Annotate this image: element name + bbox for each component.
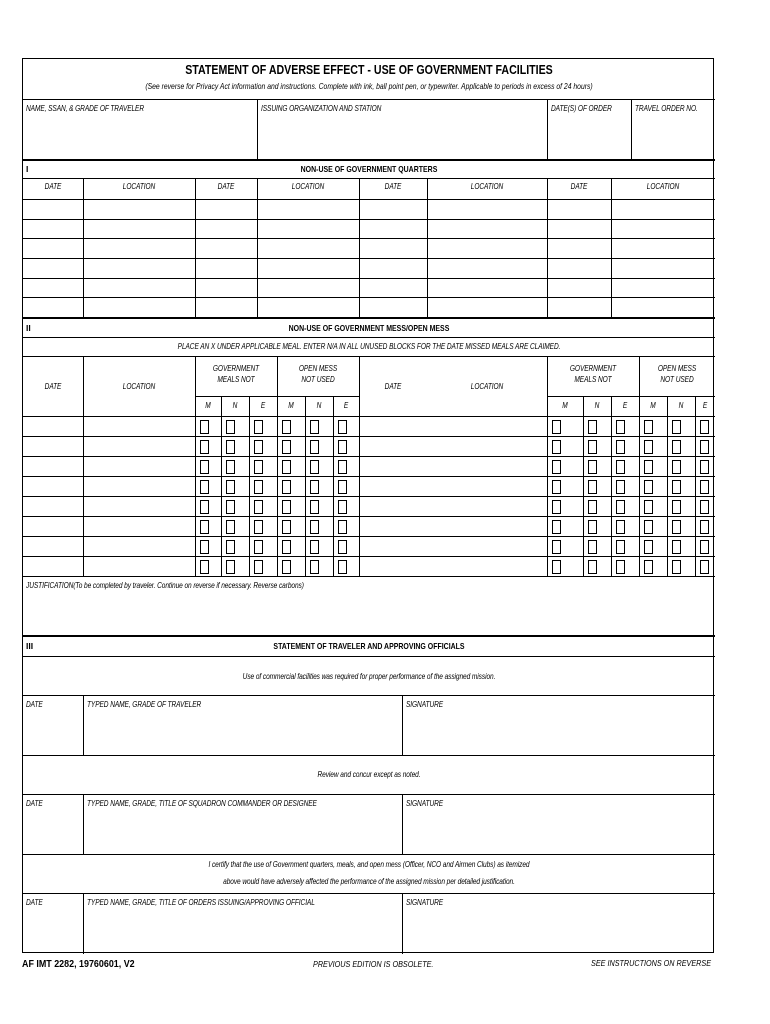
gov-meals-header-2-b: MEALS NOT <box>574 375 612 384</box>
meal-checkbox[interactable] <box>226 540 235 554</box>
section1-row-line <box>23 238 715 239</box>
gov-meals-header-1-b: MEALS NOT <box>217 375 255 384</box>
section3-number: III <box>26 641 34 651</box>
meal-checkbox[interactable] <box>616 520 625 534</box>
meal-header-2-2: E <box>622 401 628 410</box>
meal-checkbox[interactable] <box>672 480 681 494</box>
meal-checkbox[interactable] <box>700 460 709 474</box>
meal-checkbox[interactable] <box>700 560 709 574</box>
name-field-label[interactable]: NAME, SSAN, & GRADE OF TRAVELER <box>26 104 145 113</box>
meal-header-3-0: M <box>650 401 656 410</box>
meal-checkbox[interactable] <box>310 480 319 494</box>
justification-label[interactable]: JUSTIFICATION(To be completed by traveler. Continue on reverse if necessary. Reverse carbons) <box>26 581 304 590</box>
meal-checkbox[interactable] <box>700 440 709 454</box>
meal-checkbox[interactable] <box>200 420 209 434</box>
meal-checkbox[interactable] <box>552 460 561 474</box>
section1-col-3: DATE <box>217 182 235 191</box>
meal-checkbox[interactable] <box>282 520 291 534</box>
meal-checkbox[interactable] <box>644 560 653 574</box>
meal-checkbox[interactable] <box>672 520 681 534</box>
meal-header-1-0: M <box>288 401 294 410</box>
section1-col-2: LOCATION <box>122 182 156 191</box>
meal-checkbox[interactable] <box>254 460 263 474</box>
meal-checkbox[interactable] <box>552 480 561 494</box>
meal-checkbox[interactable] <box>552 440 561 454</box>
meal-checkbox[interactable] <box>588 520 597 534</box>
meal-checkbox[interactable] <box>672 460 681 474</box>
meal-header-2-1: N <box>594 401 600 410</box>
meal-header-0-0: M <box>205 401 211 410</box>
meal-checkbox[interactable] <box>226 500 235 514</box>
meal-checkbox[interactable] <box>310 540 319 554</box>
meal-checkbox[interactable] <box>616 540 625 554</box>
meal-header-1-1: N <box>316 401 322 410</box>
meal-checkbox[interactable] <box>254 440 263 454</box>
meal-header-2-0: M <box>562 401 568 410</box>
form-body <box>22 58 714 953</box>
meal-header-0-1: N <box>232 401 238 410</box>
meal-checkbox[interactable] <box>552 500 561 514</box>
meal-checkbox[interactable] <box>672 500 681 514</box>
meal-checkbox[interactable] <box>200 440 209 454</box>
meal-checkbox[interactable] <box>588 500 597 514</box>
meal-checkbox[interactable] <box>310 500 319 514</box>
meal-checkbox[interactable] <box>254 520 263 534</box>
section1-col-4: LOCATION <box>291 182 325 191</box>
form-title: STATEMENT OF ADVERSE EFFECT - USE OF GOVERNMENT FACILITIES <box>185 63 553 77</box>
statement-review-concur: Review and concur except as noted. <box>317 770 421 779</box>
statement-commercial-facilities: Use of commercial facilities was required for proper performance of the assigned mission. <box>242 672 496 681</box>
meal-checkbox[interactable] <box>644 520 653 534</box>
meal-checkbox[interactable] <box>226 520 235 534</box>
meal-checkbox[interactable] <box>310 420 319 434</box>
meal-checkbox[interactable] <box>672 540 681 554</box>
meal-checkbox[interactable] <box>338 460 347 474</box>
traveler-name-label[interactable]: TYPED NAME, GRADE OF TRAVELER <box>87 700 202 709</box>
meal-checkbox[interactable] <box>226 420 235 434</box>
meal-checkbox[interactable] <box>588 460 597 474</box>
meal-checkbox[interactable] <box>338 500 347 514</box>
meal-checkbox[interactable] <box>552 560 561 574</box>
section2-date-header-2: DATE <box>384 382 402 391</box>
meal-checkbox[interactable] <box>644 460 653 474</box>
meal-checkbox[interactable] <box>282 500 291 514</box>
meal-checkbox[interactable] <box>226 480 235 494</box>
meal-checkbox[interactable] <box>588 480 597 494</box>
meal-checkbox[interactable] <box>200 460 209 474</box>
meal-checkbox[interactable] <box>310 560 319 574</box>
form-id: AF IMT 2282, 19760601, V2 <box>22 958 135 970</box>
section1-col-5: DATE <box>384 182 402 191</box>
meal-checkbox[interactable] <box>282 480 291 494</box>
previous-edition-note: PREVIOUS EDITION IS OBSOLETE. <box>313 959 434 969</box>
meal-checkbox[interactable] <box>200 500 209 514</box>
section1-col-1: DATE <box>44 182 62 191</box>
meal-header-3-1: N <box>678 401 684 410</box>
section2-location-header-2: LOCATION <box>470 382 504 391</box>
meal-checkbox[interactable] <box>700 480 709 494</box>
meal-checkbox[interactable] <box>226 440 235 454</box>
dates-field-label[interactable]: DATE(S) OF ORDER <box>551 104 612 113</box>
meal-checkbox[interactable] <box>700 500 709 514</box>
meal-checkbox[interactable] <box>672 420 681 434</box>
meal-checkbox[interactable] <box>200 540 209 554</box>
certification-line-1: I certify that the use of Government quarters, meals, and open mess (Officer, NCO and Airmen Clubs) as itemized <box>208 860 530 869</box>
meal-checkbox[interactable] <box>672 440 681 454</box>
section1-col-8: LOCATION <box>646 182 680 191</box>
section1-title: NON-USE OF GOVERNMENT QUARTERS <box>300 164 438 174</box>
meal-checkbox[interactable] <box>700 540 709 554</box>
open-mess-header-1: OPEN MESS <box>298 364 338 373</box>
section2-instruction: PLACE AN X UNDER APPLICABLE MEAL. ENTER N/A IN ALL UNUSED BLOCKS FOR THE DATE MISSED MEALS ARE CLAIMED. <box>177 342 561 351</box>
meal-checkbox[interactable] <box>644 480 653 494</box>
meal-checkbox[interactable] <box>200 520 209 534</box>
meal-checkbox[interactable] <box>588 420 597 434</box>
official-date-label[interactable]: DATE <box>26 898 43 907</box>
meal-checkbox[interactable] <box>338 420 347 434</box>
meal-checkbox[interactable] <box>310 460 319 474</box>
open-mess-header-2-b: NOT USED <box>660 375 694 384</box>
meal-checkbox[interactable] <box>254 500 263 514</box>
section2-date-header: DATE <box>44 382 62 391</box>
traveler-signature-label[interactable]: SIGNATURE <box>406 700 444 709</box>
meal-checkbox[interactable] <box>616 500 625 514</box>
section1-row-line <box>23 199 715 200</box>
meal-checkbox[interactable] <box>282 560 291 574</box>
meal-checkbox[interactable] <box>282 460 291 474</box>
travel-order-field-label[interactable]: TRAVEL ORDER NO. <box>635 104 698 113</box>
section1-row-line <box>23 219 715 220</box>
meal-checkbox[interactable] <box>552 540 561 554</box>
meal-checkbox[interactable] <box>552 520 561 534</box>
meal-checkbox[interactable] <box>644 500 653 514</box>
meal-checkbox[interactable] <box>700 420 709 434</box>
meal-checkbox[interactable] <box>644 540 653 554</box>
traveler-date-label[interactable]: DATE <box>26 700 43 709</box>
meal-checkbox[interactable] <box>616 440 625 454</box>
open-mess-header-2: OPEN MESS <box>657 364 697 373</box>
meal-checkbox[interactable] <box>338 440 347 454</box>
section1-col-6: LOCATION <box>470 182 504 191</box>
meal-checkbox[interactable] <box>254 420 263 434</box>
meal-checkbox[interactable] <box>282 420 291 434</box>
form-subtitle: (See reverse for Privacy Act information and instructions. Complete with ink, ball point pen, or typewriter. Applicable to periods in excess of 24 hours) <box>145 81 593 91</box>
meal-checkbox[interactable] <box>644 440 653 454</box>
section1-number: I <box>26 164 29 174</box>
gov-meals-header-1: GOVERNMENT <box>212 364 260 373</box>
section1-row-line <box>23 297 715 298</box>
see-instructions-note: SEE INSTRUCTIONS ON REVERSE <box>591 958 712 968</box>
meal-checkbox[interactable] <box>310 520 319 534</box>
section3-title: STATEMENT OF TRAVELER AND APPROVING OFFICIALS <box>273 641 465 651</box>
meal-checkbox[interactable] <box>200 480 209 494</box>
meal-checkbox[interactable] <box>616 420 625 434</box>
meal-checkbox[interactable] <box>672 560 681 574</box>
meal-checkbox[interactable] <box>282 540 291 554</box>
commander-signature-label[interactable]: SIGNATURE <box>406 799 444 808</box>
open-mess-header-1-b: NOT USED <box>301 375 335 384</box>
meal-header-3-2: E <box>702 401 708 410</box>
meal-checkbox[interactable] <box>226 460 235 474</box>
official-signature-label[interactable]: SIGNATURE <box>406 898 444 907</box>
section1-row-line <box>23 278 715 279</box>
official-name-label[interactable]: TYPED NAME, GRADE, TITLE OF ORDERS ISSUING/APPROVING OFFICIAL <box>87 898 315 907</box>
meal-checkbox[interactable] <box>310 440 319 454</box>
section2-title: NON-USE OF GOVERNMENT MESS/OPEN MESS <box>288 323 450 333</box>
certification-line-2: above would have adversely affected the performance of the assigned mission per detailed justification. <box>223 877 515 886</box>
meal-checkbox[interactable] <box>338 480 347 494</box>
meal-checkbox[interactable] <box>338 560 347 574</box>
section2-location-header: LOCATION <box>122 382 156 391</box>
meal-checkbox[interactable] <box>282 440 291 454</box>
org-field-label[interactable]: ISSUING ORGANIZATION AND STATION <box>261 104 382 113</box>
meal-checkbox[interactable] <box>616 460 625 474</box>
meal-checkbox[interactable] <box>338 540 347 554</box>
section1-col-7: DATE <box>570 182 588 191</box>
meal-checkbox[interactable] <box>254 480 263 494</box>
meal-checkbox[interactable] <box>588 540 597 554</box>
meal-header-0-2: E <box>260 401 266 410</box>
meal-checkbox[interactable] <box>588 440 597 454</box>
section1-row-line <box>23 258 715 259</box>
meal-checkbox[interactable] <box>616 480 625 494</box>
meal-checkbox[interactable] <box>254 560 263 574</box>
meal-checkbox[interactable] <box>338 520 347 534</box>
meal-checkbox[interactable] <box>254 540 263 554</box>
section2-number: II <box>26 323 31 333</box>
gov-meals-header-2: GOVERNMENT <box>569 364 617 373</box>
meal-checkbox[interactable] <box>616 560 625 574</box>
meal-checkbox[interactable] <box>588 560 597 574</box>
commander-name-label[interactable]: TYPED NAME, GRADE, TITLE OF SQUADRON COMMANDER OR DESIGNEE <box>87 799 317 808</box>
meal-checkbox[interactable] <box>644 420 653 434</box>
meal-checkbox[interactable] <box>552 420 561 434</box>
meal-checkbox[interactable] <box>200 560 209 574</box>
commander-date-label[interactable]: DATE <box>26 799 43 808</box>
meal-header-1-2: E <box>343 401 349 410</box>
meal-checkbox[interactable] <box>226 560 235 574</box>
meal-checkbox[interactable] <box>700 520 709 534</box>
